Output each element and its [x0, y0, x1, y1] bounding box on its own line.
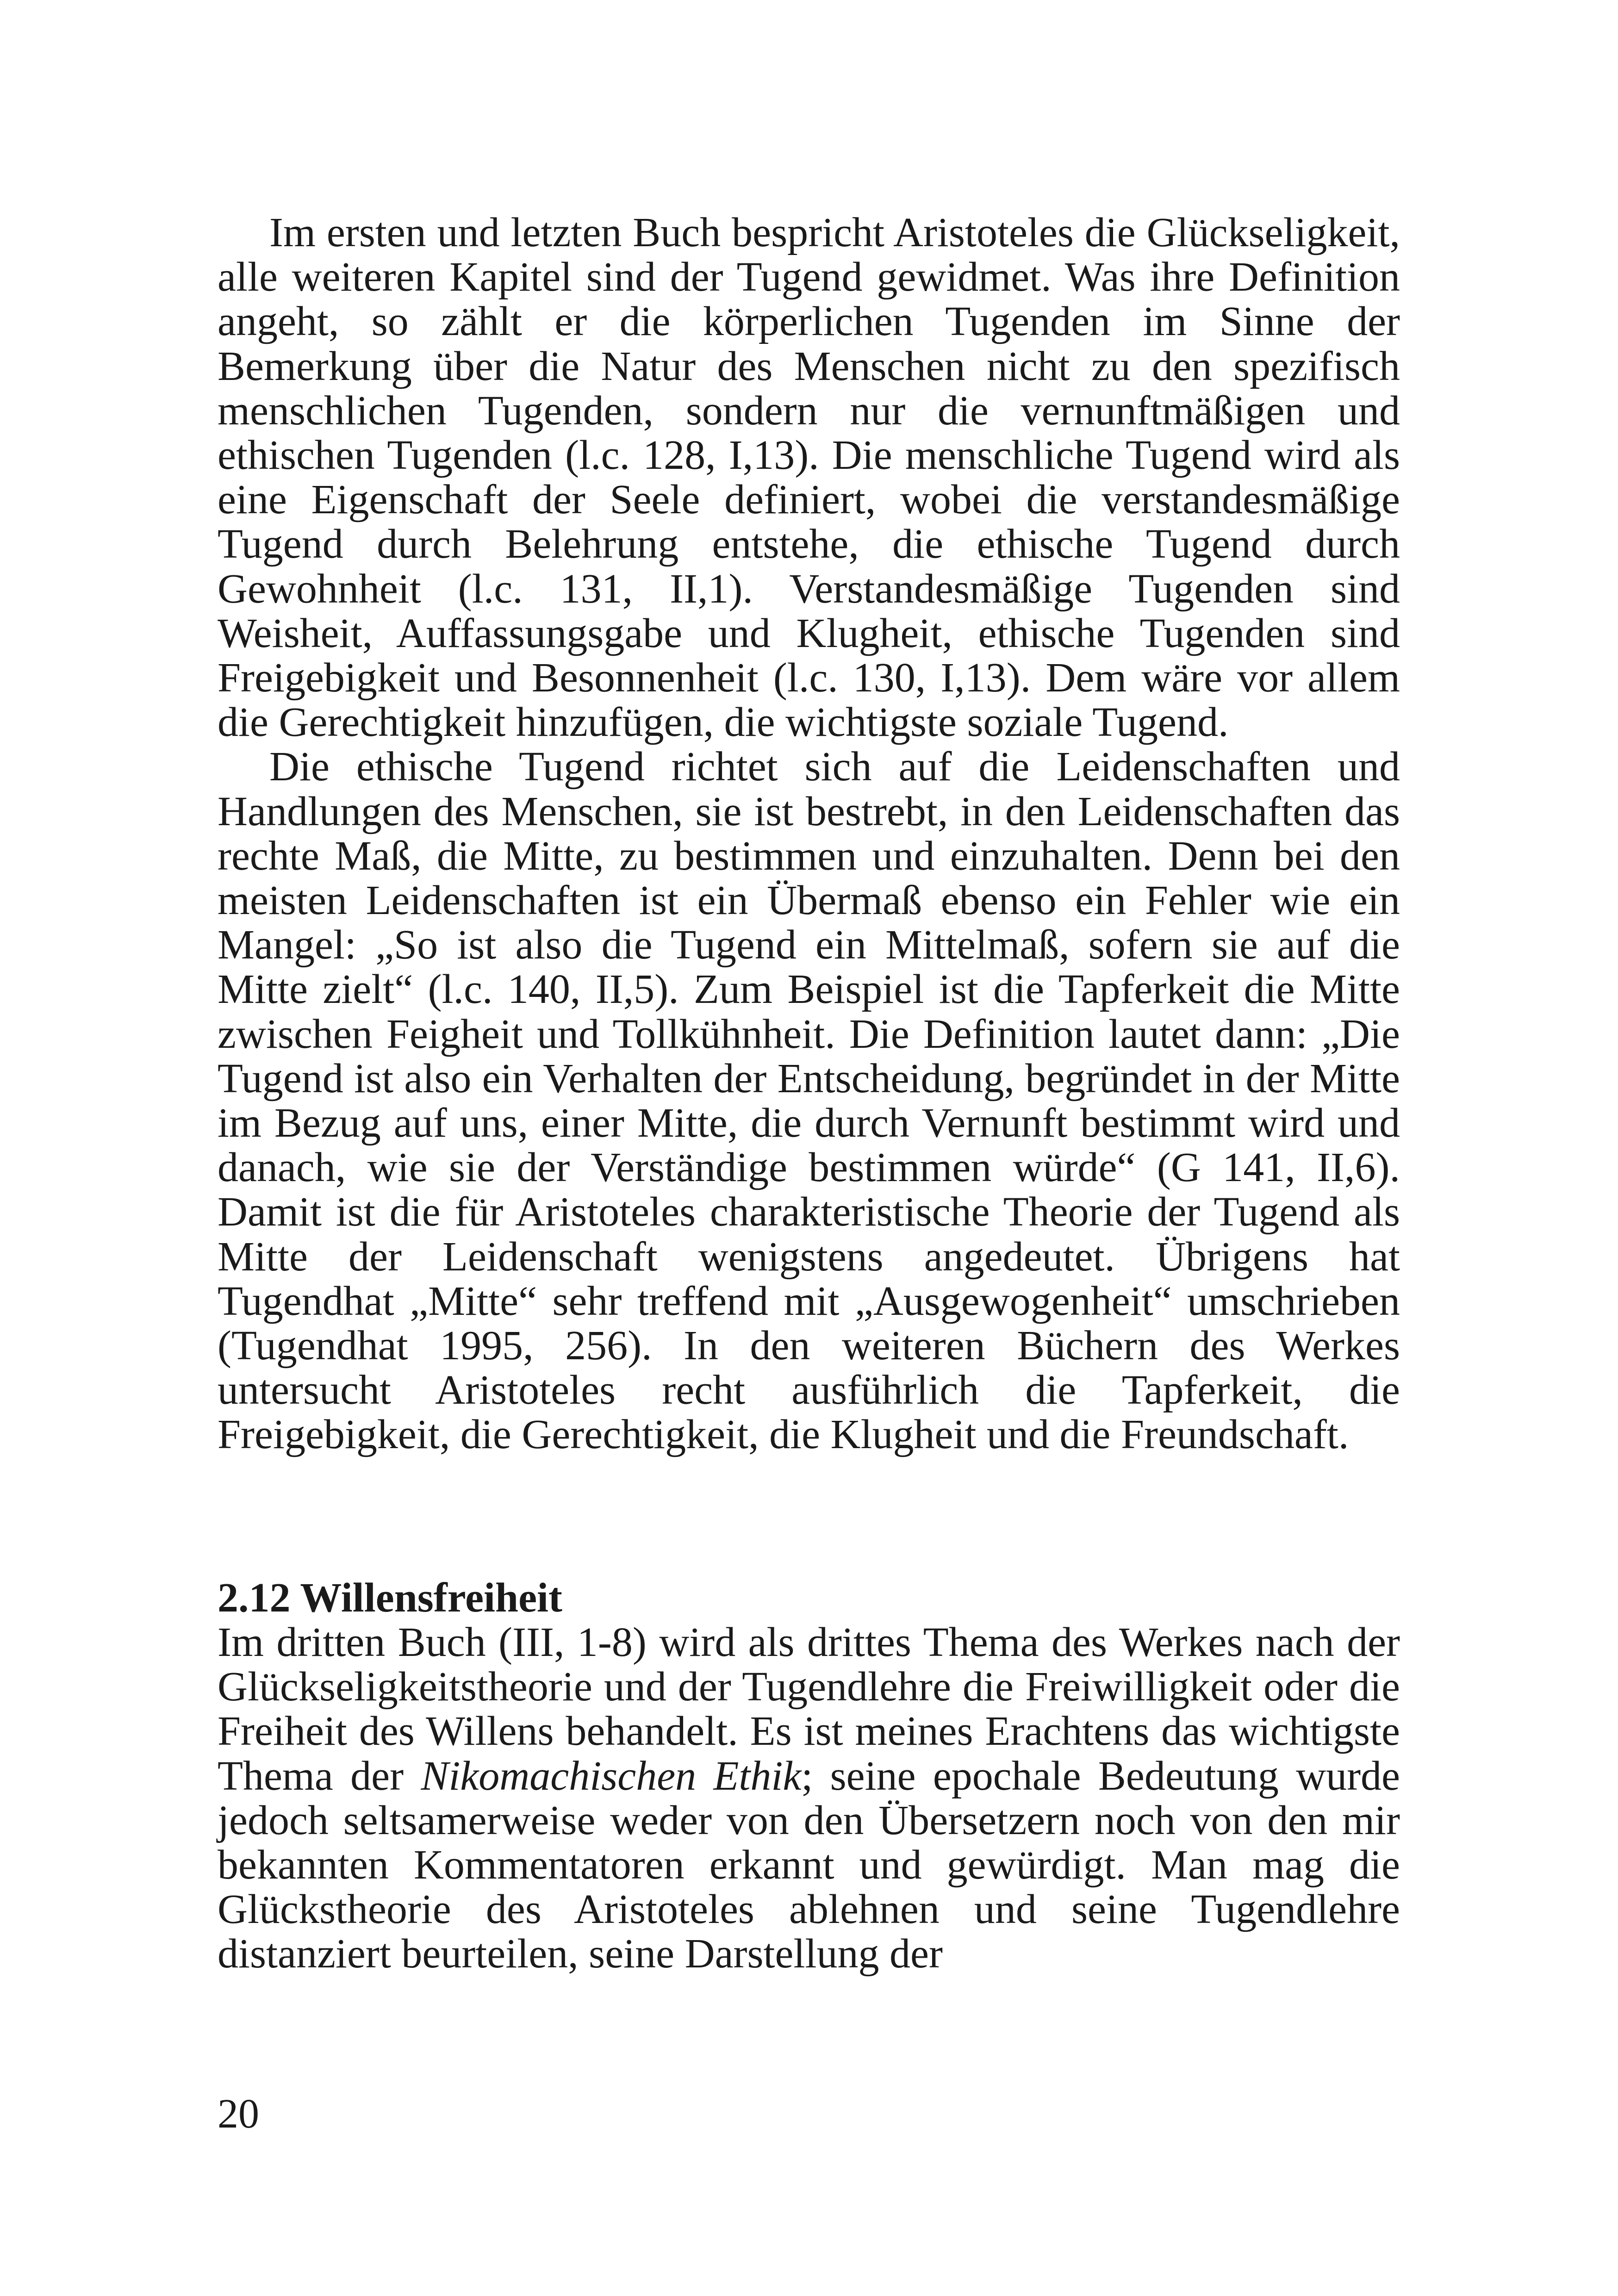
paragraph — [218, 1620, 1400, 1977]
paragraph-text: ; seine epochale Bedeutung wurde jedoch seltsamerweise weder von den Übersetzern noch von den mir bekannten Kommentatoren erkannt und gewürdigt. Man mag die Glückstheorie des Aristoteles ablehnen und seine Tugendlehre distanziert beurteilen, seine Darstellung der — [218, 1753, 1400, 1977]
book-title-italic: Nikomachischen Ethik — [421, 1753, 802, 1799]
body-text-section — [218, 1620, 1400, 1977]
paragraph: Im ersten und letzten Buch bespricht Aristoteles die Glückseligkeit, alle weiteren Kapitel sind der Tugend gewidmet. Was ihre Definition angeht, so zählt er die körperlichen Tugenden im Sinne der Bemerkung über die Natur des Menschen nicht zu den spezifisch menschlichen Tugenden, sondern nur die vernunftmäßigen und ethischen Tugenden (l.c. 128, I,13). Die menschliche Tugend wird als eine Eigenschaft der Seele definiert, wobei die verstandesmäßige Tugend durch Belehrung entstehe, die ethische Tugend durch Gewohnheit (l.c. 131, II,1). Verstandesmäßige Tugenden sind Weisheit, Auffassungsgabe und Klugheit, ethische Tugenden sind Freigebigkeit und Besonnenheit (l.c. 130, I,13). Dem wäre vor allem die Gerechtigkeit hinzufügen, die wichtigste soziale Tugend. — [218, 210, 1400, 746]
paragraph-text: Im dritten Buch (III, 1-8) wird als drittes Thema des Werkes nach der Glückseligkeitstheorie und der Tugendlehre die Freiwilligkeit oder die Freiheit des Willens behandelt. Es ist meines Erachtens das wichtigste Thema der — [218, 1619, 1400, 1799]
body-text-section — [218, 211, 1400, 1457]
paragraph: Die ethische Tugend richtet sich auf die Leidenschaften und Handlungen des Menschen, sie ist bestrebt, in den Leidenschaften das rechte Maß, die Mitte, zu bestimmen und einzuhalten. Denn bei den meisten Leidenschaften ist ein Übermaß ebenso ein Fehler wie ein Mangel: „So ist also die Tugend ein Mittelmaß, sofern sie auf die Mitte zielt“ (l.c. 140, II,5). Zum Beispiel ist die Tapferkeit die Mitte zwischen Feigheit und Tollkühnheit. Die Definition lautet dann: „Die Tugend ist also ein Verhalten der Entscheidung, begründet in der Mitte im Bezug auf uns, einer Mitte, die durch Vernunft bestimmt wird und danach, wie sie der Verständige bestimmen würde“ (G 141, II,6). Damit ist die für Aristoteles charakteristische Theorie der Tugend als Mitte der Leidenschaft wenigstens angedeutet. Übrigens hat Tugendhat „Mitte“ sehr treffend mit „Ausgewogenheit“ umschrieben (Tugendhat 1995, 256). In den weiteren Büchern des Werkes untersucht Aristoteles recht ausführlich die Tapferkeit, die Freigebigkeit, die Gerechtigkeit, die Klugheit und die Freundschaft. — [218, 744, 1400, 1458]
section-heading: 2.12 Willensfreiheit — [218, 1575, 563, 1621]
page-number: 20 — [218, 2091, 259, 2137]
